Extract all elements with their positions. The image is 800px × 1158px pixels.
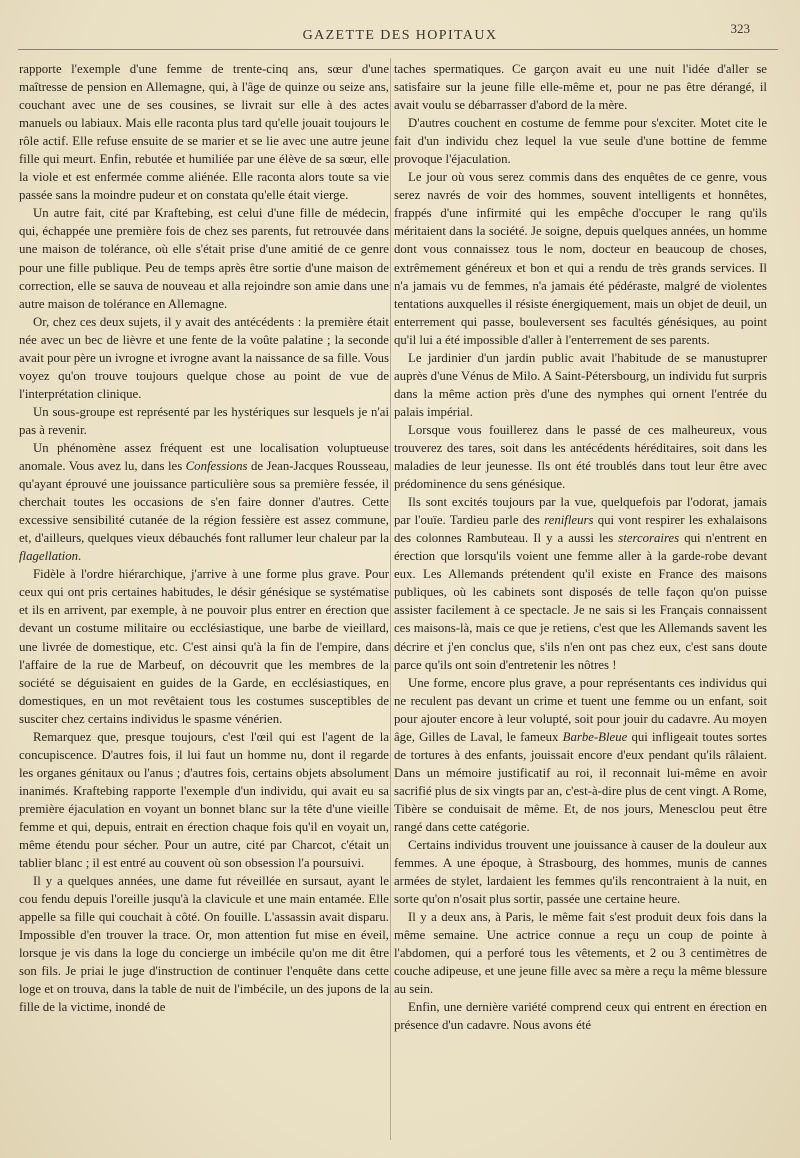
paragraph: Le jour où vous serez commis dans des enquêtes de ce genre, vous serez navrés de voir des hommes, souvent intelligents et honnêtes, frappés d'une infirmité qui les empêche d'occuper le rang qu'ils méritaient dans la société. Je soigne, depuis quelques années, un homme dont vous connaissez tous le nom, docteur en beaucoup de choses, extrêmement généreux et bon et qui a rendu de très grands services. Il n'a jamais vu de femmes, n'a jamais été pédéraste, malgré de violentes tentations auxquelles il résiste énergiquement, mais un objet de deuil, un enterrement qui passe, bouleversent ses facultés génésiques, au point qu'il lui a été impossible d'aller à l'enterrement de ses parents. [394, 170, 767, 347]
paragraph [394, 674, 767, 836]
italic-term: renifleurs [544, 513, 594, 528]
italic-term: Confessions [185, 459, 248, 474]
text-run: qui vont respirer les exhalaisons des colonnes Rambuteau. Il y a aussi les [394, 513, 767, 546]
paragraph: Lorsque vous fouillerez dans le passé de ces malheureux, vous trouverez des tares, soit dans les antécédents héréditaires, soit dans les maladies de leur jeunesse. Ils ont été troublés dans tout leur être avec prédominence du sens génésique. [394, 422, 767, 492]
text-run: Un phénomène assez fréquent est une localisation voluptueuse anomale. Vous avez lu, dans les [19, 440, 389, 474]
text-run: . [78, 549, 82, 564]
italic-term: flagellation [19, 549, 79, 564]
paragraph: Certains individus trouvent une jouissance à causer de la douleur aux femmes. A une époque, à Strasbourg, des hommes, munis de cannes armées de stylet, lardaient les femmes qu'ils rencontraient à la nuit, en sorte qu'on n'osait plus sortir, passée une certaine heure. [394, 838, 767, 907]
paragraph [19, 439, 389, 565]
paragraph: Un autre fait, cité par Kraftebing, est celui d'une fille de médecin, qui, échappée une première fois de chez ses parents, fut retrouvée dans une maison de tolérance, où elle s'était prise d'une amitié de ce genre pour une fille publique. Peu de temps après être sortie d'une maison de correction, elle se sauva de nouveau et alla rejoindre son amie dans une autre maison de tolérance en Allemagne. [19, 206, 389, 311]
left-column [19, 60, 389, 1016]
paragraph: Or, chez ces deux sujets, il y avait des antécédents : la première était née avec un bec de lièvre et une fente de la voûte palatine ; la seconde avait pour père un ivrogne et ivrogne avant la naissance de sa fille. Vous voyez qu'on trouve toujours quelque chose au point de vue de l'interprétation clinique. [19, 314, 389, 401]
italic-term: stercoraires [618, 531, 680, 546]
paragraph: Enfin, une dernière variété comprend ceux qui entrent en érection en présence d'un cadavre. Nous avons été [394, 1000, 767, 1033]
right-column [394, 60, 767, 1035]
page-number: 323 [730, 21, 750, 36]
page-header [20, 21, 780, 48]
text-run: Ils sont excités toujours par la vue, quelquefois par l'odorat, jamais par l'ouïe. Tardieu parle des [394, 495, 767, 528]
paragraph: rapporte l'exemple d'une femme de trente-cinq ans, sœur d'une maîtresse de pension en Allemagne, qui, à l'âge de quinze ou seize ans, couchant avec une de ses cousines, se livrait sur elle à des actes manuels ou labiaux. Mais elle raconta plus tard qu'elle jouait toujours le rôle actif. Elle refuse ensuite de se marier et se lie avec une autre jeune fille qui meurt. Enfin, rebutée et humiliée par une élève de sa sœur, elle la viole et est enfermée comme aliénée. Elle raconta alors toute sa vie passée sans la moindre pudeur et on constata qu'elle était vierge. [19, 62, 389, 203]
header-rule [18, 49, 778, 50]
paragraph: taches spermatiques. Ce garçon avait eu une nuit l'idée d'aller se satisfaire sur la jeune fille elle-même et, pour ne pas être dérangé, il avait voulu se débarrasser d'abord de la mère. [394, 62, 767, 113]
italic-term: Barbe-Bleue [562, 729, 628, 744]
paragraph: Un sous-groupe est représenté par les hystériques sur lesquels je n'ai pas à revenir. [19, 404, 389, 437]
paragraph: Remarquez que, presque toujours, c'est l'œil qui est l'agent de la concupiscence. D'autres fois, il lui faut un homme nu, dont il regarde les organes génitaux ou l'anus ; d'autres fois, certains objets absolument inanimés. Kraftebing rapporte l'exemple d'un individu, qui avait eu sa première éjaculation en voyant un bonnet blanc sur la tête d'une vieille femme et qui, depuis, entrait en érection chaque fois qu'il en voyait un, même étendu pour sécher. Pour un autre, cité par Charcot, c'était un tablier blanc ; il est entré au couvent où son obsession l'a poursuivi. [19, 729, 389, 871]
paragraph: Fidèle à l'ordre hiérarchique, j'arrive à une forme plus grave. Pour ceux qui ont pris certaines habitudes, le désir génésique se systématise et ils en arrivent, par exemple, à ne pouvoir plus entrer en érection que devant un costume militaire ou ecclésiastique, une barbe de vieillard, une livrée de domestique, etc. C'est ainsi qu'à la fin de l'empire, dans l'affaire de la rue de Marbeuf, on découvrit que les membres de la société se déguisaient en guides de la Garde, en ecclésiastiques, en domestiques, en un mot revêtaient tous les costumes susceptibles de susciter chez certains individus le spasme vénérien. [19, 567, 389, 726]
paragraph: Il y a quelques années, une dame fut réveillée en sursaut, ayant le cou fendu depuis l'oreille jusqu'à la clavicule et une main entamée. Elle appelle sa fille qui couchait à côté. On fouille. L'assassin avait disparu. Impossible d'en trouver la trace. Or, mon attention fut mise en éveil, lorsque je vis dans la loge du concierge un imbécile qu'on me dit être son fils. Je priai le juge d'instruction de continuer l'enquête dans cette loge et on trouva, dans la table de nuit de l'imbécile, un des jupons de la fille de la victime, inondé de [19, 874, 389, 1015]
running-title: GAZETTE DES HOPITAUX [302, 28, 498, 43]
paragraph: Le jardinier d'un jardin public avait l'habitude de se manustuprer auprès d'une Vénus de Milo. A Saint-Pétersbourg, un individu fut surpris dans la même action près d'une des nymphes qui ornent l'entrée du palais impérial. [394, 350, 767, 419]
paragraph: Il y a deux ans, à Paris, le même fait s'est produit deux fois dans la même semaine. Une actrice connue a reçu un coup de pointe à l'abdomen, qui a perforé tous les vêtements, et 2 ou 3 centimètres de couche adipeuse, et une jeune fille avec sa mère a reçu la même blessure au sein. [394, 910, 767, 997]
paragraph: D'autres couchent en costume de femme pour s'exciter. Motet cite le fait d'un individu chez lequel la vue seule d'une bottine de femme provoque l'éjaculation. [394, 116, 767, 167]
text-run: Une forme, encore plus grave, a pour représentants ces individus qui ne reculent pas devant un crime et tuent une femme ou un enfant, soit pour ajouter encore à leur volupté, soit pour jouir du cadavre. Au moyen âge, Gilles de Laval, le fameux [394, 675, 767, 744]
paragraph [394, 493, 767, 673]
text-run: de Jean-Jacques Rousseau, qu'ayant éprouvé une jouissance particulière sous sa première fessée, il cherchait toutes les occasions de s'en faire donner d'autres. Cette excessive sensibilité cutanée de la région fessière est assez commune, et, d'ailleurs, quelques vieux débauchés font rallumer leur chaleur par la [19, 459, 389, 546]
text-run: qui infligeait toutes sortes de tortures à des enfants, jouissait encore d'eux pendant qu'ils râlaient. Dans un mémoire justificatif au roi, il reconnait lui-même en avoir sacrifié plus de six vingts par an, c'est-à-dire plus de cent vingt. A Rome, Tibère se conduisait de même. Et, de nos jours, Menesclou peut être rangé dans cette catégorie. [394, 729, 767, 834]
column-divider [390, 58, 391, 1140]
text-run: qui n'entrent en érection que lorsqu'ils voient une femme aller à la garde-robe devant eux. Les Allemands prétendent qu'il existe en France des maisons publiques, où les cabinets sont disposés de telle façon qu'on puisse assister facilement à ce spectacle. Je ne sais si les Français connaissent ces maisons-là, mais ce que je retiens, c'est que les Allemands savent les décrire et j'en conclus que, s'ils n'en ont pas chez eux, c'est sans doute parce qu'ils ont soin d'entretenir les nôtres ! [394, 531, 767, 672]
